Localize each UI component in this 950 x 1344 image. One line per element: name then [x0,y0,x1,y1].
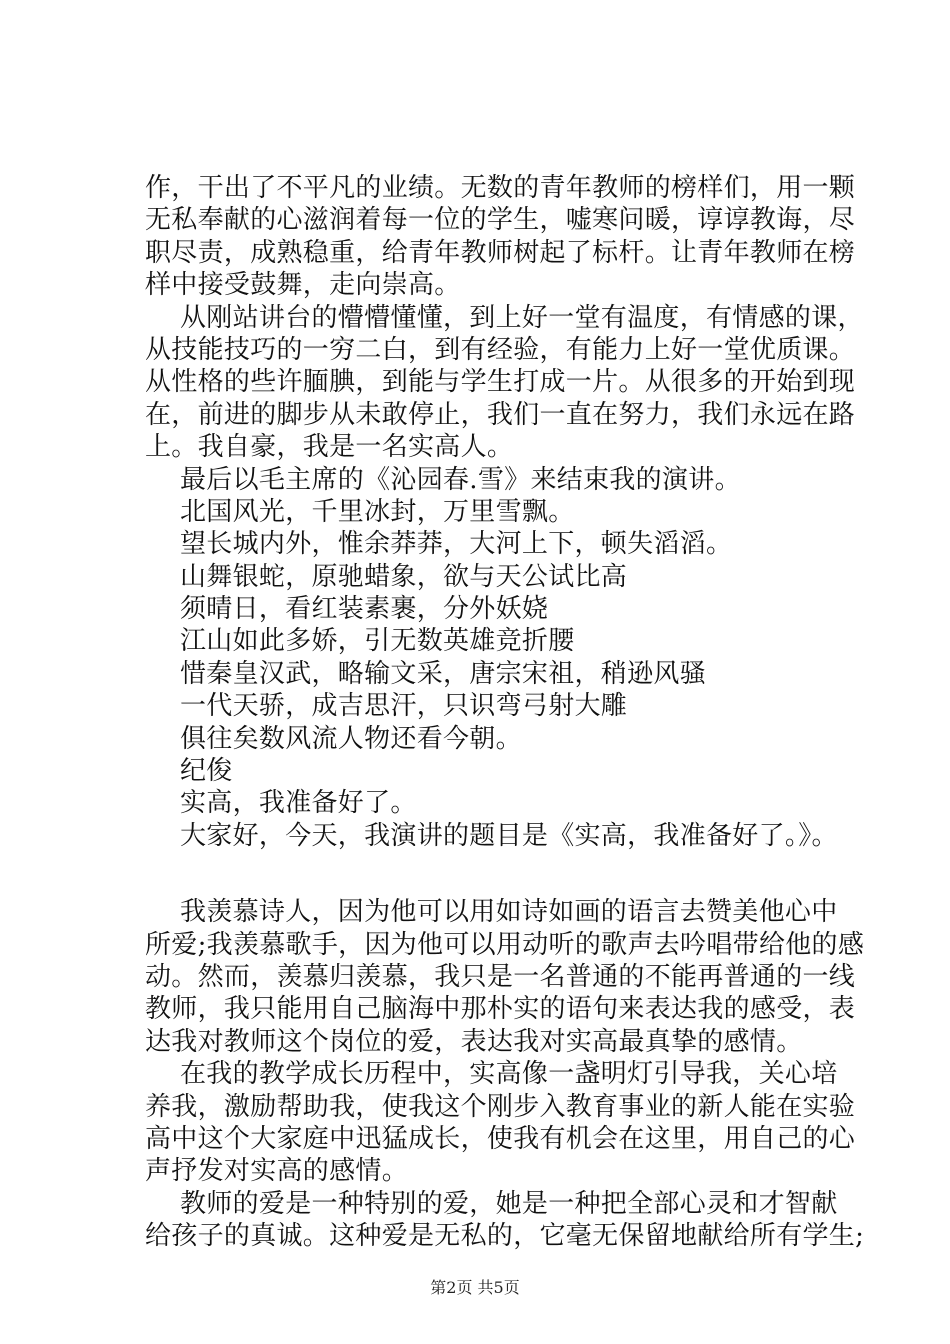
text-line: 上。我自豪，我是一名实高人。 [145,432,514,463]
poem-line: 山舞银蛇，原驰蜡象，欲与天公试比高 [180,561,628,592]
text-line: 从技能技巧的一穷二白，到有经验，有能力上好一堂优质课。 [145,334,856,365]
text-line: 高中这个大家庭中迅猛成长，使我有机会在这里，用自己的心 [145,1123,856,1154]
text-line: 达我对教师这个岗位的爱，表达我对实高最真挚的感情。 [145,1026,803,1057]
author-name: 纪俊 [180,756,233,787]
poem-line: 江山如此多娇，引无数英雄竞折腰 [180,626,575,657]
text-line: 动。然而，羡慕归羡慕，我只是一名普通的不能再普通的一线 [145,961,856,992]
text-line: 样中接受鼓舞，走向崇高。 [145,270,461,301]
text-line: 所爱;我羡慕歌手，因为他可以用动听的歌声去吟唱带给他的感 [145,929,865,960]
text-line: 作，干出了不平凡的业绩。无数的青年教师的榜样们，用一颗 [145,173,856,203]
text-line: 教师的爱是一种特别的爱，她是一种把全部心灵和才智献 [180,1188,838,1219]
text-line: 在，前进的脚步从未敢停止，我们一直在努力，我们永远在路 [145,399,856,430]
text-line: 声抒发对实高的感情。 [145,1156,409,1187]
text-line: 教师，我只能用自己脑海中那朴实的语句来表达我的感受，表 [145,994,856,1025]
text-line: 无私奉献的心滋润着每一位的学生，嘘寒问暖，谆谆教诲，尽 [145,205,856,236]
page-number-footer: 第2页 共5页 [430,1278,520,1297]
poem-line: 惜秦皇汉武，略输文采，唐宗宋祖，稍逊风骚 [180,658,707,689]
speech-title: 实高，我准备好了。 [180,788,417,819]
text-line: 在我的教学成长历程中，实高像一盏明灯引导我，关心培 [180,1059,838,1090]
text-line: 我羡慕诗人，因为他可以用如诗如画的语言去赞美他心中 [180,897,838,928]
text-line: 养我，激励帮助我，使我这个刚步入教育事业的新人能在实验 [145,1091,856,1122]
text-line: 从性格的些许腼腆，到能与学生打成一片。从很多的开始到现 [145,367,856,398]
text-line: 从刚站讲台的懵懵懂懂，到上好一堂有温度，有情感的课， [180,302,864,333]
document-body [145,172,865,1253]
text-line: 给孩子的真诚。这种爱是无私的，它毫无保留地献给所有学生; [145,1221,865,1252]
text-line: 职尽责，成熟稳重，给青年教师树起了标杆。让青年教师在榜 [145,237,856,268]
poem-line: 俱往矣数风流人物还看今朝。 [180,723,522,754]
text-line: 大家好，今天，我演讲的题目是《实高，我准备好了。》。 [180,820,838,851]
blank-line [145,852,845,896]
poem-line: 须晴日，看红装素裹，分外妖娆 [180,594,549,625]
poem-line: 望长城内外，惟余莽莽，大河上下，顿失滔滔。 [180,529,733,560]
text-line: 最后以毛主席的《沁园春.雪》来结束我的演讲。 [180,464,741,495]
poem-line: 北国风光，千里冰封，万里雪飘。 [180,496,575,527]
poem-line: 一代天骄，成吉思汗，只识弯弓射大雕 [180,691,628,722]
